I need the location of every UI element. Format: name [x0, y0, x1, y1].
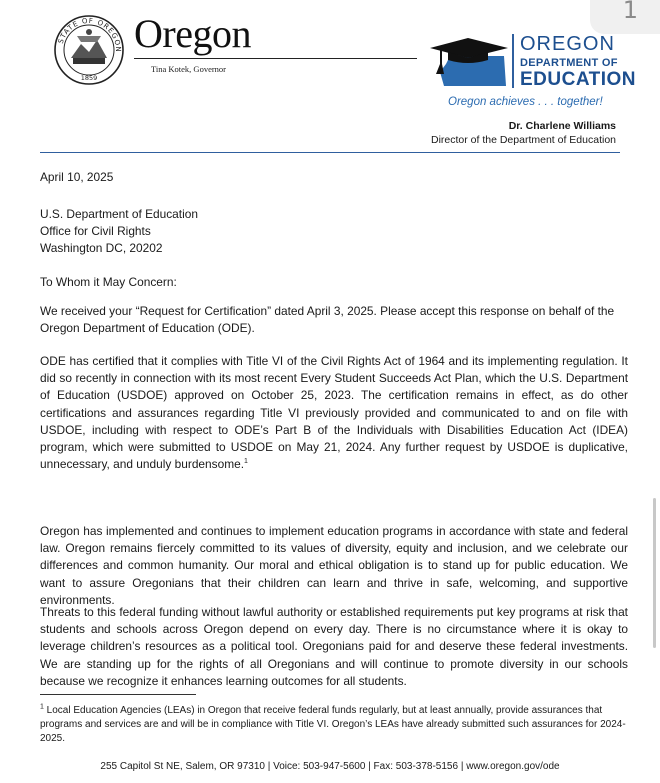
seal-year: 1859 — [80, 74, 98, 82]
footnote-divider — [40, 694, 196, 695]
letterhead-footer: 255 Capitol St NE, Salem, OR 97310 | Voice: 503-947-5600 | Fax: 503-378-5156 | www.oregon.gov/ode — [100, 761, 560, 772]
letterhead-rule — [134, 58, 417, 59]
footnote-reference: 1 — [244, 458, 248, 466]
page-number: 1 — [622, 0, 638, 24]
scrollbar-thumb[interactable] — [653, 498, 656, 648]
footnote-text: Local Education Agencies (LEAs) in Oregon that receive federal funds regularly, but at least annually, provide assurances that programs and services are and will be in compliance with Title VI. Oregon’s LEAs have already submitted such assurances for 2024-2025. — [40, 705, 626, 745]
ode-logo-oregon: OREGON — [520, 33, 615, 55]
letter-date: April 10, 2025 — [40, 170, 114, 184]
graduation-cap-oregon-map-icon — [424, 34, 510, 88]
director-title: Director of the Department of Education — [430, 134, 616, 146]
paragraph-2-text: ODE has certified that it complies with Title VI of the Civil Rights Act of 1964 and its implementing regulation. It did so recently in connection with its most recent Every Student Succeeds Act Plan, which the U.S. Department of Education (USDOE) approved on October 25, 2023. The certification remains in effect, as do other certifications and assurances regarding Title VI previously provided and communicated to and on file with USDOE, including with respect to ODE’s Part B of the Individuals with Disabilities Education Act (IDEA) program, which were submitted to USDOE on May 21, 2024. Any further request by USDOE is duplicative, unnecessary, and unduly burdensome. — [40, 354, 628, 472]
state-of-oregon-seal-icon — [53, 14, 125, 86]
recipient-address — [40, 206, 628, 258]
ode-logo-divider — [512, 34, 514, 88]
footnote — [40, 704, 628, 747]
director-name: Dr. Charlene Williams — [508, 120, 616, 132]
header-divider — [40, 152, 620, 153]
footnote-marker: 1 — [40, 703, 44, 711]
ode-logo-education: EDUCATION — [520, 69, 637, 90]
paragraph-3: Oregon has implemented and continues to implement education programs in accordance with state and federal law. Oregon remains fiercely committed to its values of diversity, equity and inclusion, and we celebrate our differences and common humanity. Our moral and ethical obligation is to stand up for public education. We want to assure Oregonians that their children can learn and thrive in safe, welcoming, and supportive environments. — [40, 524, 628, 607]
oregon-wordmark: Oregon — [134, 11, 251, 56]
governor-name: Tina Kotek, Governor — [151, 64, 226, 74]
salutation: To Whom it May Concern: — [40, 275, 177, 289]
ode-tagline: Oregon achieves . . . together! — [448, 96, 603, 108]
address-line: Washington DC, 20202 — [40, 241, 163, 256]
address-line: Office for Civil Rights — [40, 224, 151, 239]
paragraph-2 — [40, 353, 628, 473]
paragraph-1: We received your “Request for Certification” dated April 3, 2025. Please accept this response on behalf of the Oregon Department of Education (ODE). — [40, 304, 615, 336]
address-line: U.S. Department of Education — [40, 207, 198, 221]
seal-text: STATE OF OREGON — [56, 16, 123, 53]
ode-logo-department: DEPARTMENT OF — [520, 57, 618, 69]
paragraph-4: Threats to this federal funding without lawful authority or established requirements put key programs at risk that students and schools across Oregon depend on every day. There is no circumstance where it is okay to leverage children’s resources as a political tool. Oregonians paid for and deserve these federal investments. We are standing up for the rights of all Oregonians and will continue to promote diversity in our schools because we recognize it enhances learning outcomes for all students. — [40, 605, 628, 688]
